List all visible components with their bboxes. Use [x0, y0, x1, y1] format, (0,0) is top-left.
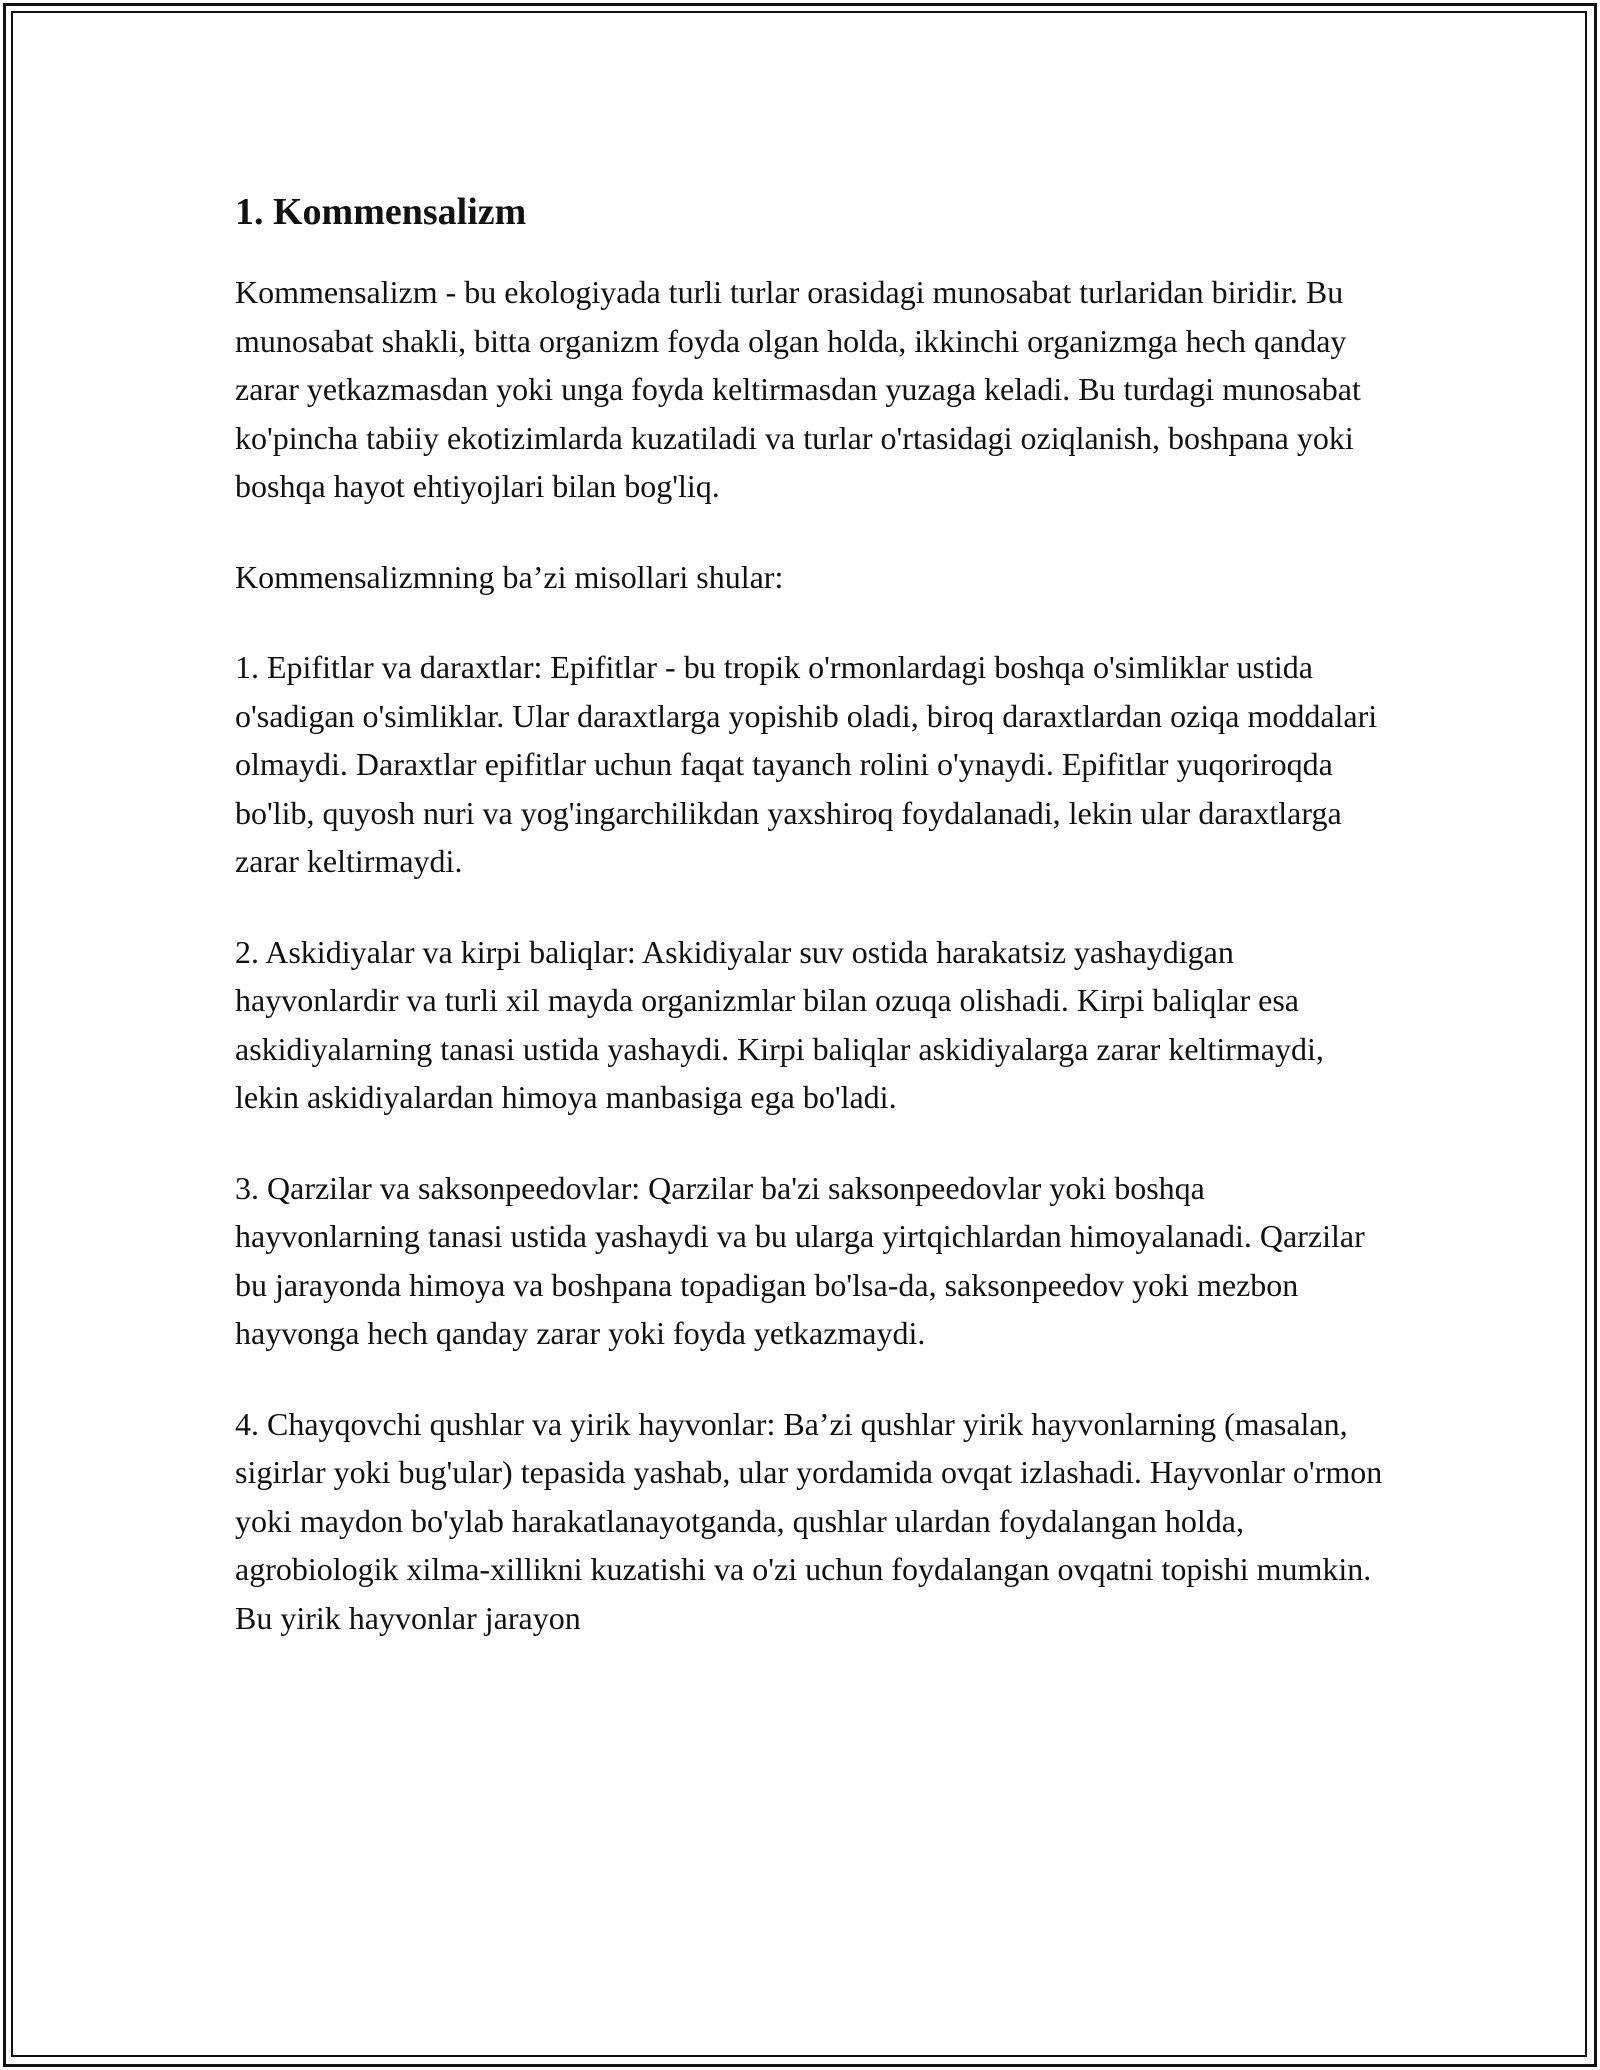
- example-paragraph-3: 3. Qarzilar va saksonpeedovlar: Qarzilar ba'zi saksonpeedovlar yoki boshqa hayvonlarning tanasi ustida yashaydi va bu ularga yirtqichlardan himoyalanadi. Qarzilar bu jarayonda himoya va boshpana topadigan bo'lsa-da, saksonpeedov yoki mezbon hayvonga hech qanday zarar yoki foyda yetkazmaydi.: [235, 1169, 1365, 1351]
- example-paragraph-1: 1. Epifitlar va daraxtlar: Epifitlar - bu tropik o'rmonlardagi boshqa o'simliklar ustida o'sadigan o'simliklar. Ular daraxtlarga yopishib oladi, biroq daraxtlardan oziqa moddalari olmaydi. Daraxtlar epifitlar uchun faqat tayanch rolini o'ynaydi. Epifitlar yuqoriroqda bo'lib, quyosh nuri va yog'ingarchilikdan yaxshiroq foydalanadi, lekin ular daraxtlarga zarar keltirmaydi.: [235, 649, 1378, 879]
- intro-paragraph: Kommensalizm - bu ekologiyada turli turlar orasidagi munosabat turlaridan biridir. Bu munosabat shakli, bitta organizm foyda olgan holda, ikkinchi organizmga hech qanday zarar yetkazmasdan yoki unga foyda keltirmasdan yuzaga keladi. Bu turdagi munosabat ko'pincha tabiiy ekotizimlarda kuzatiladi va turlar o'rtasidagi oziqlanish, boshpana yoki boshqa hayot ehtiyojlari bilan bog'liq.: [235, 274, 1361, 504]
- example-paragraph-4: 4. Chayqovchi qushlar va yirik hayvonlar: Ba’zi qushlar yirik hayvonlarning (masalan, sigirlar yoki bug'ular) tepasida yashab, ular yordamida ovqat izlashadi. Hayvonlar o'rmon yoki maydon bo'ylab harakatlanayotganda, qushlar ulardan foydalangan holda, agrobiologik xilma-xillikni kuzatishi va o'zi uchun foydalangan ovqatni topishi mumkin. Bu yirik hayvonlar jarayon: [235, 1405, 1383, 1636]
- examples-heading: Kommensalizmning ba’zi misollari shular:: [235, 558, 784, 595]
- document-title: 1. Kommensalizm: [235, 191, 527, 233]
- example-paragraph-2: 2. Askidiyalar va kirpi baliqlar: Askidiyalar suv ostida harakatsiz yashaydigan hayvonlardir va turli xil mayda organizmlar bilan ozuqa olishadi. Kirpi baliqlar esa askidiyalarning tanasi ustida yashaydi. Kirpi baliqlar askidiyalarga zarar keltirmaydi, lekin askidiyalardan himoya manbasiga ega bo'ladi.: [235, 933, 1324, 1115]
- document-body: [235, 184, 1385, 1684]
